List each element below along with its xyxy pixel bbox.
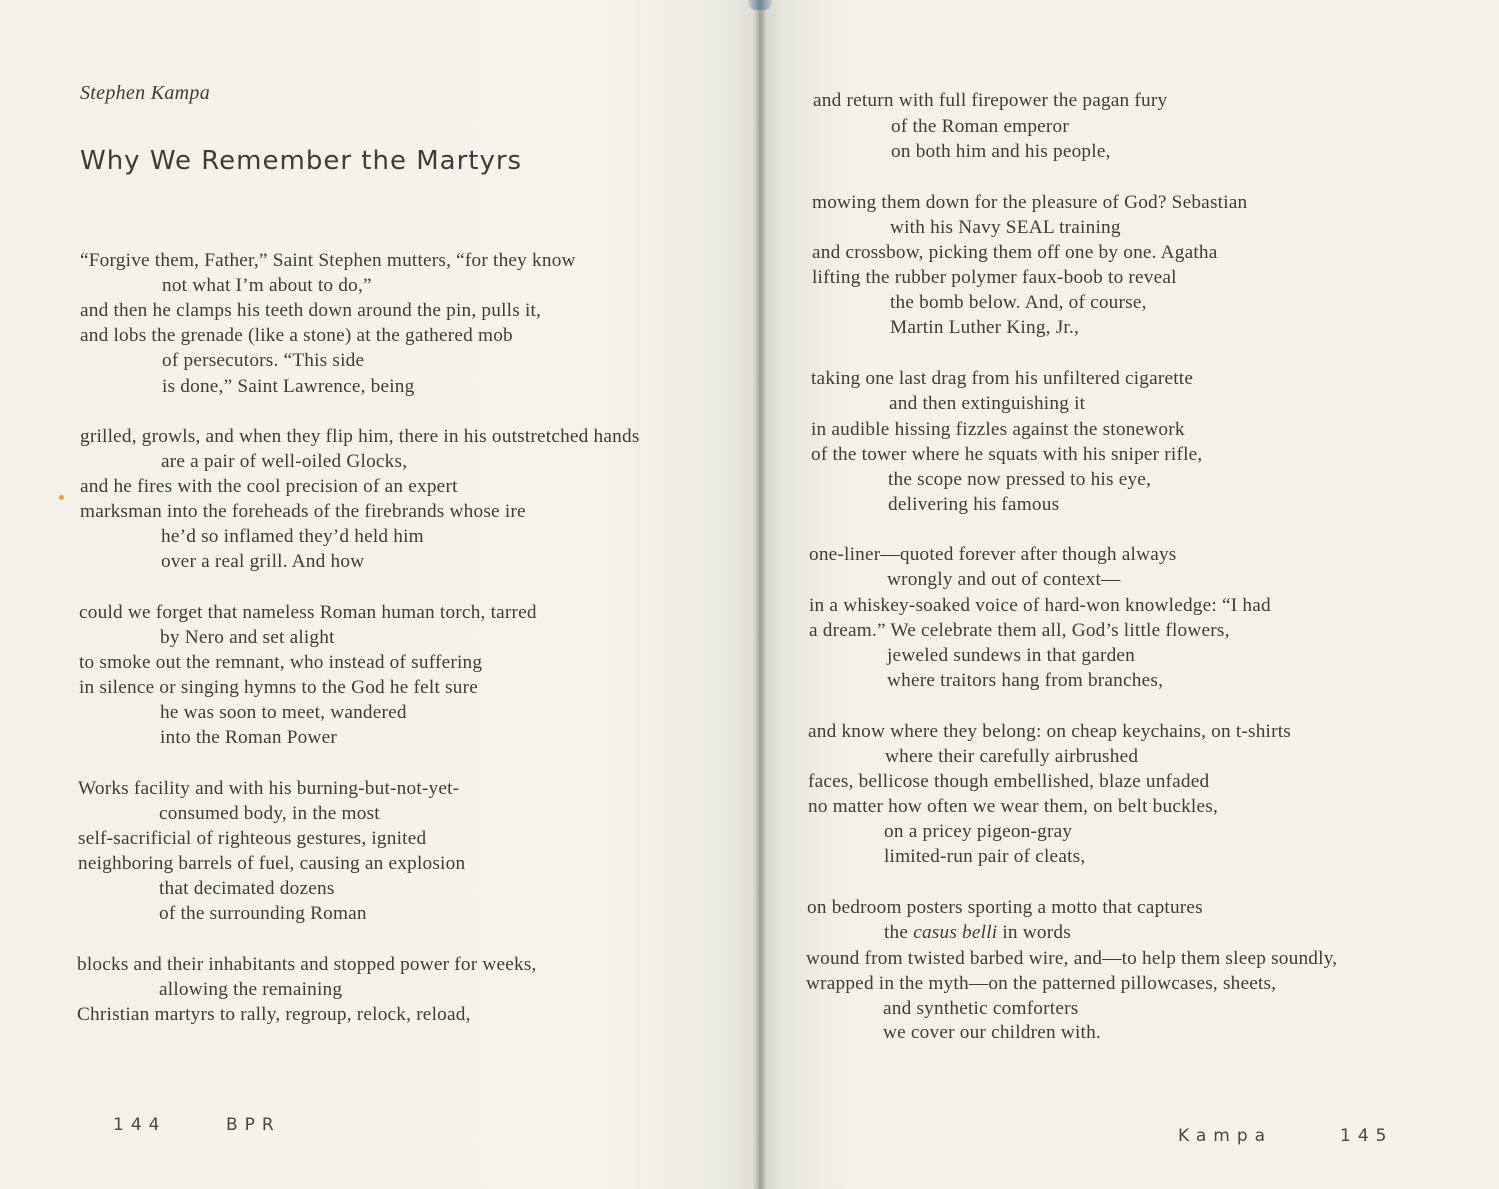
poem-line: with his Navy SEAL training <box>890 217 1121 238</box>
poem-line: by Nero and set alight <box>160 627 335 648</box>
poem-line: Martin Luther King, Jr., <box>890 317 1080 338</box>
poem-line: a dream.” We celebrate them all, God’s little flowers, <box>809 620 1230 641</box>
poem-line: on both him and his people, <box>891 141 1111 162</box>
poem-line: not what I’m about to do,” <box>162 275 372 296</box>
poem-line: limited-run pair of cleats, <box>884 846 1086 867</box>
poem-line: “Forgive them, Father,” Saint Stephen mutters, “for they know <box>80 250 576 271</box>
poem-line: mowing them down for the pleasure of God? Sebastian <box>812 192 1248 213</box>
poem-line: on bedroom posters sporting a motto that captures <box>807 897 1203 918</box>
poem-line: consumed body, in the most <box>159 803 380 824</box>
poem-line: no matter how often we wear them, on belt buckles, <box>808 796 1218 817</box>
poem-line: jeweled sundews in that garden <box>887 645 1136 666</box>
poem-line: and crossbow, picking them off one by one. Agatha <box>812 242 1218 263</box>
poem-line: are a pair of well-oiled Glocks, <box>161 451 408 472</box>
spine-edge <box>748 0 772 10</box>
poem-line: he was soon to meet, wandered <box>160 702 407 723</box>
poem-line: we cover our children with. <box>883 1022 1101 1043</box>
poem-line: that decimated dozens <box>159 878 335 899</box>
poem-line-part: in words <box>997 922 1071 943</box>
poem-line: wrapped in the myth—on the patterned pillowcases, sheets, <box>806 973 1277 994</box>
running-head-author: Kampa <box>1178 1126 1273 1146</box>
poem-line: one-liner—quoted forever after though always <box>809 544 1177 565</box>
poem-line: on a pricey pigeon-gray <box>884 821 1073 842</box>
poem-title: Why We Remember the Martyrs <box>80 146 523 176</box>
poem-line: wound from twisted barbed wire, and—to help them sleep soundly, <box>806 948 1338 969</box>
ink-speck <box>59 495 64 500</box>
page-number: 145 <box>1340 1126 1394 1146</box>
poem-line: where traitors hang from branches, <box>887 670 1164 691</box>
poem-line: where their carefully airbrushed <box>885 746 1139 767</box>
poem-line: grilled, growls, and when they flip him, there in his outstretched hands <box>80 426 640 447</box>
poem-line: of the tower where he squats with his sniper rifle, <box>811 444 1203 465</box>
poem-line: of the surrounding Roman <box>159 903 367 924</box>
poem-line: of the Roman emperor <box>891 116 1070 137</box>
poem-line: Christian martyrs to rally, regroup, relock, reload, <box>77 1004 471 1025</box>
poem-line: and return with full firepower the pagan fury <box>813 90 1168 111</box>
poem-line: delivering his famous <box>888 494 1060 515</box>
poem-line: to smoke out the remnant, who instead of suffering <box>79 652 483 673</box>
author-name: Stephen Kampa <box>80 82 210 104</box>
poem-line: could we forget that nameless Roman human torch, tarred <box>79 602 537 623</box>
poem-line: wrongly and out of context— <box>887 569 1121 590</box>
right-page <box>760 0 1499 1189</box>
poem-line: in silence or singing hymns to the God he felt sure <box>79 677 478 698</box>
poem-line: neighboring barrels of fuel, causing an explosion <box>78 853 466 874</box>
poem-line: allowing the remaining <box>159 979 343 1000</box>
poem-line <box>884 921 1071 945</box>
poem-line: and know where they belong: on cheap keychains, on t-shirts <box>808 721 1291 742</box>
poem-line: faces, bellicose though embellished, blaze unfaded <box>808 771 1210 792</box>
poem-line: and synthetic comforters <box>883 998 1079 1019</box>
poem-line: self-sacrificial of righteous gestures, ignited <box>78 828 427 849</box>
poem-line: over a real grill. And how <box>161 551 365 572</box>
poem-line: and then he clamps his teeth down around the pin, pulls it, <box>80 300 542 321</box>
poem-line: blocks and their inhabitants and stopped power for weeks, <box>77 954 537 975</box>
poem-line-part: the <box>884 922 914 943</box>
poem-line: he’d so inflamed they’d held him <box>161 526 424 547</box>
poem-line: into the Roman Power <box>160 727 337 748</box>
running-head-journal: BPR <box>226 1115 281 1135</box>
poem-line: and he fires with the cool precision of an expert <box>80 476 458 497</box>
poem-line: and lobs the grenade (like a stone) at the gathered mob <box>80 325 513 346</box>
poem-line: taking one last drag from his unfiltered cigarette <box>811 368 1194 389</box>
poem-line: marksman into the foreheads of the firebrands whose ire <box>80 501 526 522</box>
poem-line: Works facility and with his burning-but-not-yet- <box>78 778 460 799</box>
poem-line: is done,” Saint Lawrence, being <box>162 376 415 397</box>
book-gutter <box>752 0 766 1189</box>
poem-line: in audible hissing fizzles against the stonework <box>811 419 1185 440</box>
poem-line: and then extinguishing it <box>889 393 1086 414</box>
italic-phrase: casus belli <box>913 922 998 943</box>
poem-line: the scope now pressed to his eye, <box>888 469 1152 490</box>
poem-line: in a whiskey-soaked voice of hard-won knowledge: “I had <box>809 595 1271 616</box>
poem-line: lifting the rubber polymer faux-boob to reveal <box>812 267 1177 288</box>
poem-line: the bomb below. And, of course, <box>890 292 1147 313</box>
page-number: 144 <box>113 1115 167 1135</box>
poem-line: of persecutors. “This side <box>162 350 365 371</box>
